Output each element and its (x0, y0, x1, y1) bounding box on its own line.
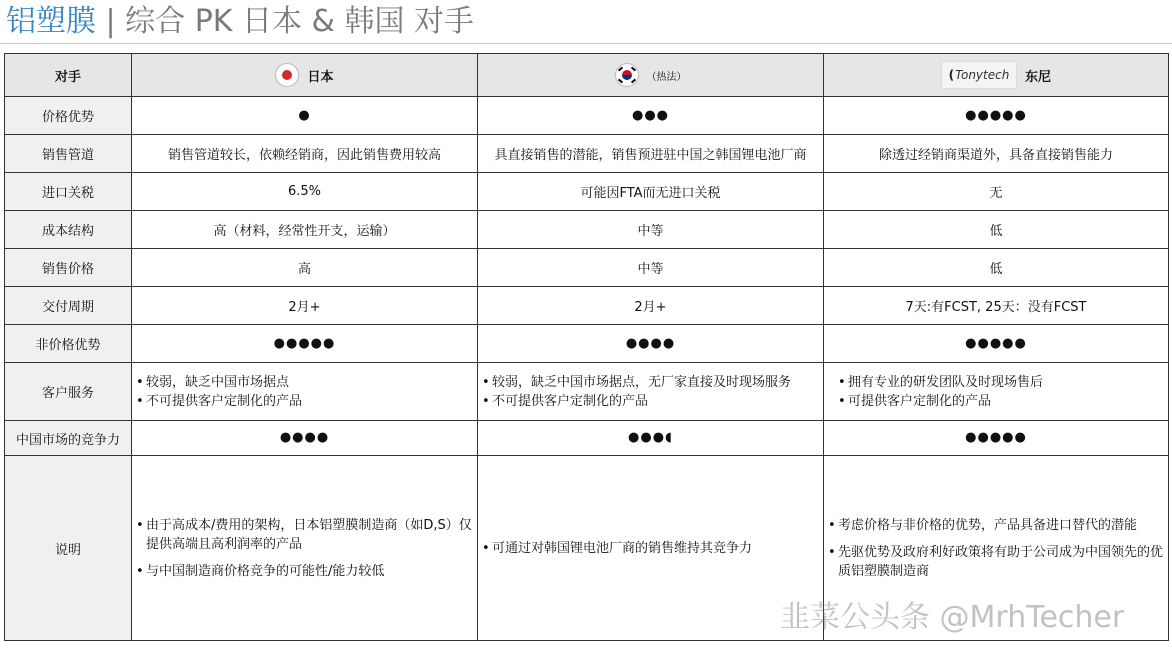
title-accent: 铝塑膜 (6, 4, 96, 39)
list-item: • 不可提供客户定制化的产品 (136, 392, 473, 411)
row-label: 交付周期 (5, 287, 132, 325)
table-row (5, 173, 1169, 211)
cell-text: 7天:有FCST, 25天：没有FCST (824, 287, 1169, 325)
rating-dots: ●●●● (478, 325, 824, 363)
rating-dots: ●●●●● (824, 97, 1169, 135)
list-item: • 由于高成本/费用的架构，日本铝塑膜制造商（如D,S）仅提供高端且高利润率的产品 (136, 516, 473, 554)
row-label: 进口关税 (5, 173, 132, 211)
header-dongni-label: 东尼 (1024, 69, 1051, 85)
table-row (5, 211, 1169, 249)
tonytech-logo: ( Tonytech (941, 61, 1017, 89)
table-row (5, 421, 1169, 456)
rating-dots: ● (132, 97, 478, 135)
cell-bullets (478, 456, 824, 641)
header-japan (132, 54, 478, 97)
header-korea-note: （热法） (646, 71, 687, 83)
table-row (5, 325, 1169, 363)
cell-text: 中等 (478, 211, 824, 249)
korea-flag-icon (615, 63, 639, 87)
cell-text: 可能因FTA而无进口关税 (478, 173, 824, 211)
rating-dots: ●●●◖ (478, 421, 824, 456)
list-item: • 拥有专业的研发团队及时现场售后 (838, 373, 1164, 392)
page-title (6, 2, 474, 42)
list-item: • 与中国制造商价格竞争的可能性/能力较低 (136, 562, 473, 581)
cell-bullets (824, 363, 1169, 421)
cell-text: 销售管道较长，依赖经销商，因此销售费用较高 (132, 135, 478, 173)
table-row (5, 135, 1169, 173)
header-competitor: 对手 (5, 54, 132, 97)
list-item: • 可通过对韩国锂电池厂商的销售维持其竞争力 (482, 539, 819, 558)
cell-text: 具直接销售的潜能，销售预进驻中国之韩国锂电池厂商 (478, 135, 824, 173)
list-item: • 较弱，缺乏中国市场据点，无厂家直接及时现场服务 (482, 373, 819, 392)
watermark: 韭菜公头条 @MrhTecher (780, 600, 1125, 635)
cell-text: 无 (824, 173, 1169, 211)
cell-text: 低 (824, 211, 1169, 249)
rating-dots: ●●●●● (824, 421, 1169, 456)
cell-text: 低 (824, 249, 1169, 287)
cell-text: 2月+ (132, 287, 478, 325)
row-label: 中国市场的竞争力 (5, 421, 132, 456)
row-label: 非价格优势 (5, 325, 132, 363)
row-label: 销售管道 (5, 135, 132, 173)
list-item: • 先驱优势及政府利好政策将有助于公司成为中国领先的优质铝塑膜制造商 (828, 543, 1164, 581)
rating-dots: ●●● (478, 97, 824, 135)
list-item: • 较弱，缺乏中国市场据点 (136, 373, 473, 392)
cell-bullets (132, 363, 478, 421)
cell-text: 高（材料，经常性开支，运输） (132, 211, 478, 249)
row-label: 价格优势 (5, 97, 132, 135)
table-header-row (5, 54, 1169, 97)
comparison-table (4, 53, 1169, 641)
table-row (5, 249, 1169, 287)
table-row (5, 287, 1169, 325)
row-label: 客户服务 (5, 363, 132, 421)
row-label: 成本结构 (5, 211, 132, 249)
rating-dots: ●●●● (132, 421, 478, 456)
row-label: 销售价格 (5, 249, 132, 287)
row-label: 说明 (5, 456, 132, 641)
header-dongni (824, 54, 1169, 97)
header-korea (478, 54, 824, 97)
title-rest: | 综合 PK 日本 & 韩国 对手 (96, 4, 475, 39)
cell-text: 高 (132, 249, 478, 287)
list-item: • 可提供客户定制化的产品 (838, 392, 1164, 411)
japan-flag-icon (275, 63, 299, 87)
header-japan-label: 日本 (307, 69, 334, 85)
cell-text: 6.5% (132, 173, 478, 211)
table-row (5, 97, 1169, 135)
cell-bullets (132, 456, 478, 641)
rating-dots: ●●●●● (824, 325, 1169, 363)
list-item: • 不可提供客户定制化的产品 (482, 392, 819, 411)
cell-bullets (478, 363, 824, 421)
rating-dots: ●●●●● (132, 325, 478, 363)
cell-text: 2月+ (478, 287, 824, 325)
list-item: • 考虑价格与非价格的优势，产品具备进口替代的潜能 (828, 516, 1164, 535)
cell-text: 中等 (478, 249, 824, 287)
cell-text: 除透过经销商渠道外，具备直接销售能力 (824, 135, 1169, 173)
title-divider (0, 43, 1172, 44)
table-row (5, 363, 1169, 421)
